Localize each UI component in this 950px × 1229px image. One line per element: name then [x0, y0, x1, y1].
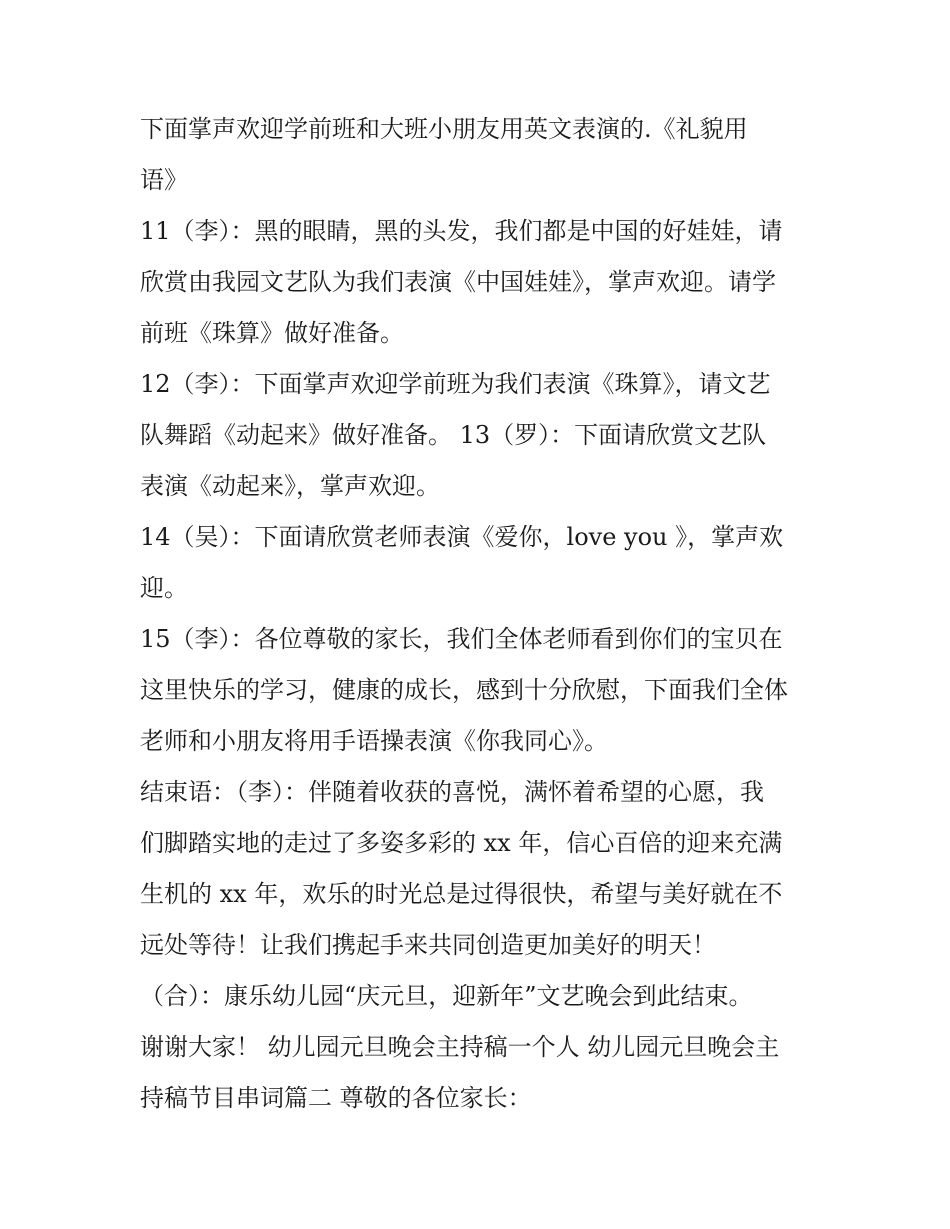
text-line: 持稿节目串词篇二 尊敬的各位家长：: [140, 1084, 532, 1112]
text-line: 队舞蹈《动起来》做好准备。 13（罗）：下面请欣赏文艺队: [140, 421, 767, 449]
text-line: 前班《珠算》做好准备。: [140, 319, 404, 347]
document-body: [140, 104, 820, 1124]
text-line: 远处等待！让我们携起手来共同创造更加美好的明天！: [140, 931, 716, 959]
text-line: （合）：康乐幼儿园“庆元旦，迎新年”文艺晚会到此结束。: [140, 982, 753, 1010]
text-line: 语》: [140, 166, 188, 194]
text-line: 老师和小朋友将用手语操表演《你我同心》。: [140, 727, 608, 755]
text-line: 生机的 xx 年，欢乐的时光总是过得很快，希望与美好就在不: [140, 880, 783, 908]
text-line: 12（李）：下面掌声欢迎学前班为我们表演《珠算》，请文艺: [140, 370, 771, 398]
text-line: 们脚踏实地的走过了多姿多彩的 xx 年，信心百倍的迎来充满: [140, 829, 783, 857]
text-line: 这里快乐的学习，健康的成长，感到十分欣慰，下面我们全体: [140, 676, 788, 704]
text-line: 下面掌声欢迎学前班和大班小朋友用英文表演的.《礼貌用: [140, 115, 748, 143]
text-line: 表演《动起来》，掌声欢迎。: [140, 472, 440, 500]
text-line: 迎。: [140, 574, 188, 602]
text-line: 14（吴）：下面请欣赏老师表演《爱你，love you 》，掌声欢: [140, 523, 784, 551]
text-line: 欣赏由我园文艺队为我们表演《中国娃娃》，掌声欢迎。请学: [140, 268, 776, 296]
text-line: 结束语：（李）：伴随着收获的喜悦，满怀着希望的心愿，我: [140, 778, 764, 806]
text-line: 11（李）：黑的眼睛，黑的头发，我们都是中国的好娃娃，请: [140, 217, 783, 245]
text-line: 谢谢大家！ 幼儿园元旦晚会主持稿一个人 幼儿园元旦晚会主: [140, 1033, 780, 1061]
text-line: 15（李）：各位尊敬的家长，我们全体老师看到你们的宝贝在: [140, 625, 783, 653]
